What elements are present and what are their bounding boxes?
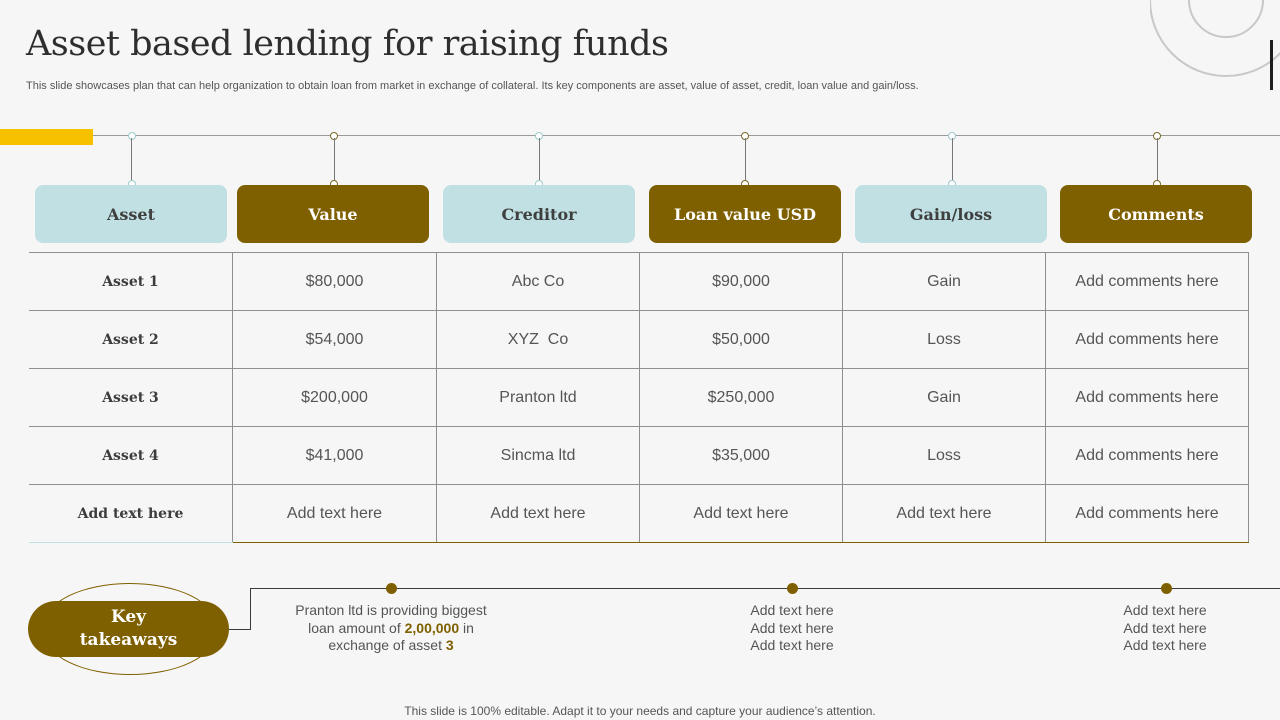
- column-header-loan-value: Loan value USD: [649, 185, 841, 243]
- table-cell: Asset 1: [29, 253, 233, 311]
- table-cell: $41,000: [233, 427, 437, 485]
- takeaways-timeline-line: [250, 588, 1280, 589]
- decorative-circles: [1150, 0, 1280, 80]
- accent-bar: [0, 129, 93, 145]
- column-header-comments: Comments: [1060, 185, 1252, 243]
- takeaway-text-2: Add text here Add text here Add text here: [750, 602, 834, 653]
- takeaway-text-3: Add text here Add text here Add text here: [1123, 602, 1207, 653]
- table-cell: Add comments here: [1046, 311, 1249, 369]
- header-connector: [948, 132, 956, 188]
- takeaway-text-1: Pranton ltd is providing biggest loan amount of 2,00,000 in exchange of asset 3: [295, 602, 487, 653]
- table-row: [29, 253, 1249, 311]
- decorative-bar: [1270, 40, 1273, 90]
- column-header-gain-loss: Gain/loss: [855, 185, 1047, 243]
- table-cell: Abc Co: [437, 253, 640, 311]
- table-cell: $250,000: [640, 369, 843, 427]
- table-cell: Add text here: [843, 485, 1046, 543]
- table-cell: Add text here: [640, 485, 843, 543]
- table-row: [29, 369, 1249, 427]
- table-cell: Loss: [843, 427, 1046, 485]
- header-connector: [1153, 132, 1161, 188]
- column-header-asset: Asset: [35, 185, 227, 243]
- key-takeaways-line2: takeaways: [79, 630, 178, 650]
- takeaways-connector: [229, 629, 251, 630]
- table-cell: Gain: [843, 253, 1046, 311]
- takeaway-dot: [1161, 583, 1172, 594]
- table-cell: $200,000: [233, 369, 437, 427]
- table-cell: Add comments here: [1046, 369, 1249, 427]
- header-connector: [128, 132, 136, 188]
- table-cell: Add text here: [29, 485, 233, 543]
- column-header-creditor: Creditor: [443, 185, 635, 243]
- table-cell: Asset 4: [29, 427, 233, 485]
- takeaway-dot: [787, 583, 798, 594]
- table-cell: Add text here: [437, 485, 640, 543]
- asset-lending-table: [29, 252, 1249, 543]
- takeaways-connector: [250, 588, 251, 630]
- slide-subtitle: This slide showcases plan that can help organization to obtain loan from market in exchange of collateral. Its key components are asset, value of asset, credit, loan value and gain/loss.: [26, 80, 919, 92]
- key-takeaways-line1: Key: [110, 607, 147, 627]
- table-cell: Add comments here: [1046, 253, 1249, 311]
- table-cell: XYZ Co: [437, 311, 640, 369]
- table-cell: Asset 2: [29, 311, 233, 369]
- table-cell: Pranton ltd: [437, 369, 640, 427]
- header-connector: [741, 132, 749, 188]
- header-connector: [330, 132, 338, 188]
- table-cell: $35,000: [640, 427, 843, 485]
- table-cell: Add comments here: [1046, 427, 1249, 485]
- header-connector: [535, 132, 543, 188]
- column-header-value: Value: [237, 185, 429, 243]
- takeaway-dot: [386, 583, 397, 594]
- takeaway-highlight-asset: 3: [445, 637, 454, 653]
- slide-title: Asset based lending for raising funds: [26, 24, 669, 64]
- key-takeaways-label: [28, 601, 229, 657]
- slide-footer: This slide is 100% editable. Adapt it to your needs and capture your audience’s attention.: [404, 704, 876, 718]
- table-cell: $54,000: [233, 311, 437, 369]
- table-cell: Sincma ltd: [437, 427, 640, 485]
- table-row: [29, 485, 1249, 543]
- table-cell: Asset 3: [29, 369, 233, 427]
- table-cell: Add comments here: [1046, 485, 1249, 543]
- header-timeline-line: [93, 135, 1280, 136]
- table-cell: $90,000: [640, 253, 843, 311]
- takeaway-highlight-amount: 2,00,000: [404, 619, 460, 636]
- table-row: [29, 311, 1249, 369]
- table-cell: $50,000: [640, 311, 843, 369]
- table-cell: Gain: [843, 369, 1046, 427]
- table-row: [29, 427, 1249, 485]
- table-cell: Loss: [843, 311, 1046, 369]
- table-cell: Add text here: [233, 485, 437, 543]
- table-cell: $80,000: [233, 253, 437, 311]
